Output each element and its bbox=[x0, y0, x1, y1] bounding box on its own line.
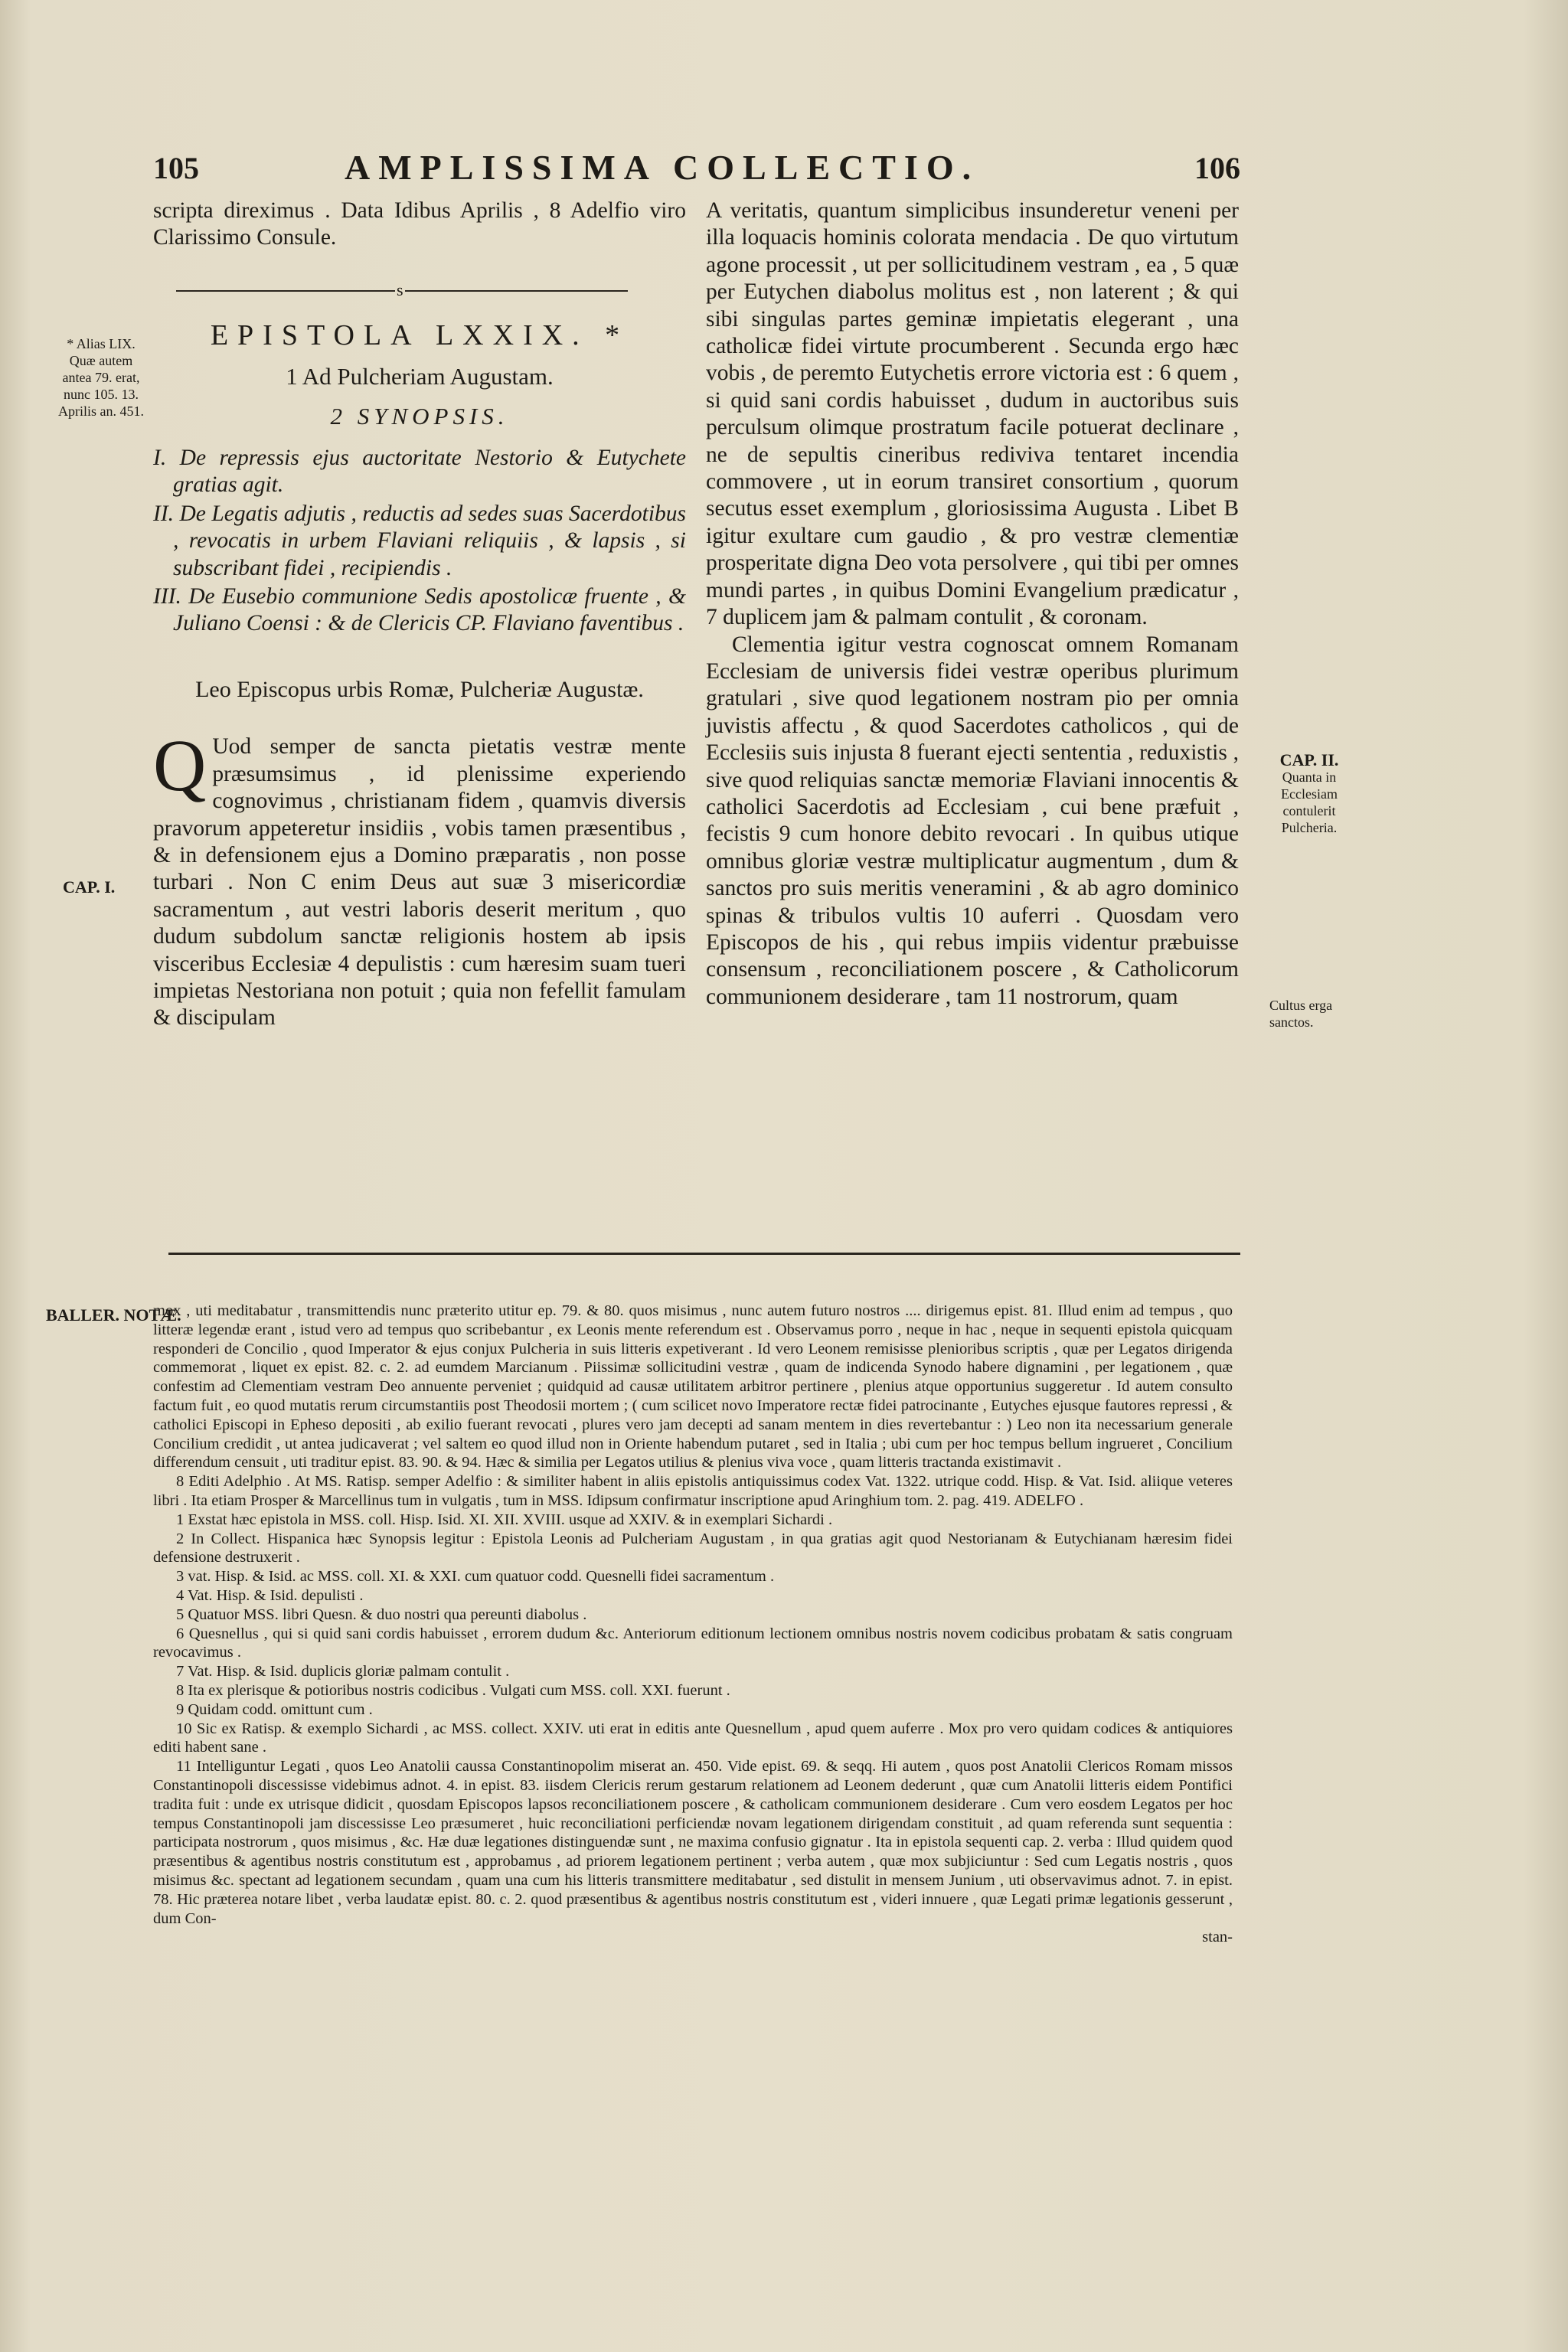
footnote: 7 Vat. Hisp. & Isid. duplicis gloriæ palmam contulit . bbox=[176, 1663, 510, 1681]
separator-letter: s bbox=[395, 276, 405, 303]
page-number-left: 105 bbox=[153, 151, 199, 185]
cap-2-summary: Quanta in Ecclesiam contulerit Pulcheria. bbox=[1281, 769, 1338, 835]
footnote: 5 Quatuor MSS. libri Quesn. & duo nostri qua pereunti diabolus . bbox=[176, 1606, 587, 1623]
margin-note-cultus: Cultus erga sanctos. bbox=[1269, 998, 1333, 1030]
body-paragraph: Clementia igitur vestra cognoscat omnem Romanam Ecclesiam de universis fidei vestræ operibus plurimum gratulari , sive quod legationem nostram pio per omnia juvistis affectu , & quod Sacerdotes catholicos , qui de Ecclesiis suis injusta 8 fuerant ejecti sententia , reduxistis , sive quod reliquias sanctæ memoriæ Flaviani innocentis & catholici Sacerdotis ad Ecclesiam , cui bene præfuit , fecistis 9 cum honore debito revocari . In quibus utique omnibus gloriæ vestræ multiplicatur augmentum , dum & sanctos pro suis meritis veneramini , & ab agro dominico spinas & tribulos vultis 10 auferri . Quosdam vero Episcopos de his , qui rebus impiis videntur præbuisse consensum , reconciliationem poscere , & Catholicorum communionem desiderare , tam 11 nostrorum, quam bbox=[706, 632, 1239, 1009]
page-number-right: 106 bbox=[1194, 151, 1240, 185]
footnote: 10 Sic ex Ratisp. & exemplo Sichardi , ac MSS. collect. XXIV. uti erat in editis ante Quesnellum , apud quem auferre . Mox pro vero quidam codices & antiquiores editi habent sane . bbox=[153, 1720, 1233, 1756]
epistle-title: EPISTOLA LXXIX. * bbox=[210, 318, 629, 351]
synopsis-item: II. De Legatis adjutis , reductis ad sedes suas Sacerdotibus , revocatis in urbem Flaviani reliquiis , & lapsis , si subscribant fidei , recipiendis . bbox=[153, 501, 686, 580]
catchword: stan- bbox=[1202, 1929, 1233, 1946]
running-header bbox=[153, 150, 1240, 196]
salutation: Leo Episcopus urbis Romæ, Pulcheriæ Augustæ. bbox=[195, 676, 644, 702]
separator-rule bbox=[176, 279, 628, 299]
footnote: 4 Vat. Hisp. & Isid. depulisti . bbox=[176, 1586, 364, 1604]
cap-2-heading: CAP. II. bbox=[1279, 750, 1339, 769]
epistle-recipient: 1 Ad Pulcheriam Augustam. bbox=[286, 363, 554, 390]
margin-cap-1: CAP. I. bbox=[63, 877, 116, 897]
footnote: mox , uti meditabatur , transmittendis nunc præterito utitur ep. 79. & 80. quos misimus , nunc autem futuro nostros .... dirigemus epist. 81. Illud enim ad tempus , quo litteræ legendæ erant , istud vero ad tempus quo scribebantur , ex Leonis mente referendum est . Observamus porro , neque in hac , neque in sequenti epistola quicquam responderi de Concilio , quod Imperator & ejus conjux Pulcheria in suis litteris expetiverant . Id vero Leonem remisisse plenioribus scriptis , quæ per Legatos dirigenda commemorat , liquet ex epist. 82. c. 2. ad eumdem Marcianum . Piissimæ sollicitudini vestræ , quam de indicenda Synodo habere dignamini , per legationem , quæ confestim ad Clementiam vestram Deo annuente perveniet ; quidquid ad causæ utilitatem arbitror pertinere , plenius atque opportunius suggeretur . Id autem consulto factum fuit , eo quod mutatis rerum circumstantiis post Theodosii mortem ; ( cum scilicet novo Imperatore rectæ fidei patrocinante , Eutyches ejusque fautores repressi , & catholici Episcopi in Epheso depositi , ab exilio fuerant revocati , plures vero jam decepti ad sanam mentem in dies revertebantur : ) Leo non ita necessarium generale Concilium credidit , ut antea judicaverat ; vel saltem eo quod illud non in Oriente habendum putaret , sed in Italia ; ubi cum per hoc tempus bellum ingrueret , Concilium differendum censuit , uti traditur epist. 83. 90. & 94. Hæc & similia per Legatos utilius & plenius viva voce , quam litteris tractanda existimavit . bbox=[153, 1302, 1233, 1472]
right-column bbox=[706, 198, 1239, 1011]
synopsis-list bbox=[153, 445, 686, 638]
footnote: 3 vat. Hisp. & Isid. ac MSS. coll. XI. & XXI. cum quatuor codd. Quesnelli fidei sacramentum . bbox=[176, 1568, 775, 1586]
footnote: 11 Intelliguntur Legati , quos Leo Anatolii caussa Constantinopolim miserat an. 450. Vide epist. 69. & seqq. Hi autem , quos post Anatolii Clericos Romam missos Constantinopoli discessisse videbimus adnot. 4. in epist. 83. iisdem Clericis rerum gestarum relationem ad Leonem dederunt , quæ cum Anatolii litteris eidem Pontifici tradita fuit : unde ex utrisque didicit , quosdam Episcopos lapsos reconciliationem poscere , & catholicam communionem desiderare . Cum vero eosdem Legatos per hoc tempus Constantinopoli jam discessisse Leo præsumeret , huic reconciliationi perficiendæ novam legationem dirigendam constituit , ad quam referenda sunt sequentia : participata nostrorum , quos misimus , &c. Hæ duæ legationes distinguendæ sunt , ne maxima confusio gignatur . Ita in epistola sequenti cap. 2. verba : Illud quidem quod præsentibus & agentibus nostris constitutum est , approbamus , ad priorem legationem pertinent ; verba autem , quæ mox subjiciuntur : Sed cum Legatis nostris , quos misimus &c. spectant ad legationem secundam , quam una cum his litteris transmittere meditabatur , sed distulit in mensem Junium , uti observavimus adnot. 7. in epist. 78. Hic præterea notare libet , verba laudatæ epist. 80. c. 2. quod præsentibus & agentibus nostris constitutum est , videri innuere , quæ Legati primæ legationis gesserunt , dum Con- bbox=[153, 1758, 1233, 1927]
notes-label: BALLER. NOTÆ. bbox=[46, 1305, 181, 1325]
margin-cap-2 bbox=[1256, 752, 1363, 836]
footnote: 2 In Collect. Hispanica hæc Synopsis legitur : Epistola Leonis ad Pulcheriam Augustam , in qua gratias agit quod Nestorianam & Eutychianam hæresim fidei defensione destruxerit . bbox=[153, 1530, 1233, 1566]
body-paragraph: A veritatis, quantum simplicibus insunderetur veneni per illa loquacis hominis colorata mendacia . De quo virtutum agone processit , ut per sollicitudinem vestram , ea , 5 quæ per Eutychen diabolus molitus est , non laterent ; & qui sibi singulas partes geminæ impietatis elegerant , una catholicæ fidei virtute procumberent . Secunda ergo hæc vobis , de peremto Eutychetis errore victoria est : 6 quem , si quid sani cordis habuisset , dudum in auctoribus suis perculsum olimque prostratum facile potuerat declinare , ne de sepultis cineribus rediviva tentaret incendia commovere , ut in eorum transiret consortium , quorum secutus esset exemplum , gloriosissima Augusta . Libet B igitur exultare cum gaudio , & pro vestræ clementiæ prosperitate digna Deo vota persolvere , qui tibi per omnes mundi partes , in quibus Domini Evangelium prædicatur , 7 duplicem jam & palmam contulit , & coronam. bbox=[706, 198, 1239, 630]
margin-note-alias: * Alias LIX. Quæ autem antea 79. erat, nunc 105. 13. Aprilis an. 451. bbox=[58, 336, 144, 419]
footnote: 1 Exstat hæc epistola in MSS. coll. Hisp. Isid. XI. XII. XVIII. usque ad XXIV. & in exemplari Sichardi . bbox=[176, 1511, 833, 1528]
footnote: 9 Quidam codd. omittunt cum . bbox=[176, 1700, 373, 1718]
footnotes bbox=[153, 1302, 1233, 1947]
footnote: 8 Editi Adelphio . At MS. Ratisp. semper Adelfio : & similiter habent in aliis epistolis antiquissimus codex Vat. 1322. utrique codd. Hisp. & Vat. Isid. aliique veteres libri . Ita etiam Prosper & Marcellinus tum in vulgatis , tum in MSS. Idipsum confirmatur inscriptione apud Aringhium tom. 2. pag. 419. ADELFO . bbox=[153, 1473, 1233, 1509]
synopsis-item: III. De Eusebio communione Sedis apostolicæ fruente , & Juliano Coensi : & de Clericis CP. Flaviano faventibus . bbox=[153, 584, 686, 636]
footnote: 8 Ita ex plerisque & potioribus nostris codicibus . Vulgati cum MSS. coll. XXI. fuerunt . bbox=[176, 1681, 730, 1699]
body-text: Uod semper de sancta pietatis vestræ mente præsumsimus , id plenissime experiendo cognovimus , christianam fidem , quamvis diversis pravorum appeteretur insidiis , vobis tamen præsentibus , & in defensionem ejus a Domino præparatis , non posse turbari . Non C enim Deus aut suæ 3 misericordiæ sacramentum , aut vestri laboris deserit meritum , quo dudum subdolum sanctæ religionis hostem ab ipsis visceribus Ecclesiæ 4 depulistis : cum hæresim suam tueri impietas Nestoriana non potuit ; quia non fefellit famulam & discipulam bbox=[153, 734, 686, 1031]
running-title: AMPLISSIMA COLLECTIO. bbox=[345, 148, 980, 187]
drop-cap: Q bbox=[153, 724, 207, 807]
notes-divider bbox=[168, 1253, 1240, 1255]
left-column bbox=[153, 198, 686, 1032]
footnote: 6 Quesnellus , qui si quid sani cordis habuisset , errorem dudum &c. Anteriorum editionum lectionem omnibus nostris novem codicibus probatam & satis congruam revocavimus . bbox=[153, 1625, 1233, 1661]
intro-text: scripta direximus . Data Idibus Aprilis , 8 Adelfio viro Clarissimo Consule. bbox=[153, 198, 686, 250]
synopsis-item: I. De repressis ejus auctoritate Nestorio & Eutychete gratias agit. bbox=[153, 446, 686, 498]
epistle-body-start bbox=[153, 724, 686, 1031]
synopsis-heading: 2 SYNOPSIS. bbox=[330, 402, 509, 430]
